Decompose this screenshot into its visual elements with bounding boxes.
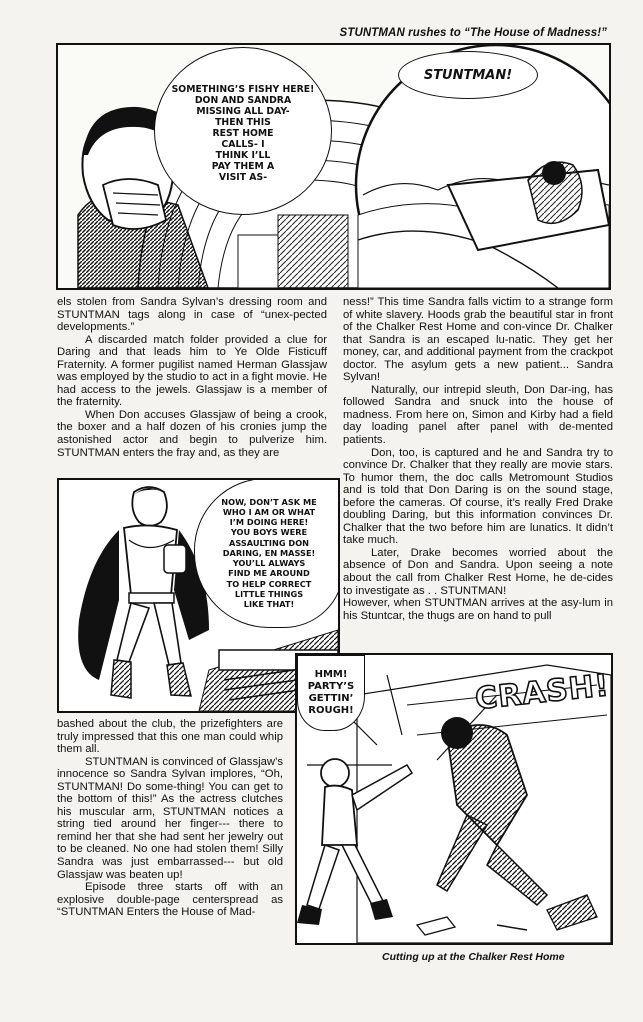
bubble-line: ROUGH! (308, 705, 354, 717)
text-column-left-bottom (57, 718, 283, 919)
text-column-right (343, 296, 613, 622)
bubble-line: YOU BOYS WERE (230, 527, 308, 538)
text-column-left-top (57, 296, 327, 459)
bubble-text: STUNTMAN! (423, 67, 513, 83)
bubble-line: THEN THIS (215, 116, 271, 128)
bubble-line: VISIT AS- (218, 171, 268, 183)
bubble-line: I’M DOING HERE! (229, 517, 309, 528)
paragraph: Later, Drake becomes worried about the absence of Don and Sandra. Upon seeing a note about the call from Chalker Rest Home, he de-cides to investigate as . . STUNTMAN! (343, 546, 613, 597)
paragraph: STUNTMAN is convinced of Glassjaw’s innocence so Sandra Sylvan implores, “Oh, STUNTMAN! Do some-thing! You can get to the bottom of this!” As the actress clutches his muscular arm, STUNTMAN notices a string tied around her finger--- there to remind her that she had sent her jewelry out to be cleaned. No one had stolen them! Silly Sandra was just embarrassed--- but old Glassjaw was beaten up! (57, 755, 283, 881)
sound-effect-crash: CRASH! (473, 668, 612, 717)
paragraph: Naturally, our intrepid sleuth, Don Dar-ing, has followed Sandra and snuck into the house of madness. From here on, Simon and Kirby had a field day loading panel after panel with de-mented patients. (343, 383, 613, 447)
paragraph: Don, too, is captured and he and Sandra try to convince Dr. Chalker that they really are movie stars. To humor them, the doc calls Metromount Studios and is told that Don Daring is on the sound stage, before the cameras. Of course, it’s really Fred Drake doubling Daring, but this information convinces Dr. Chalker that the two before him are lunatics. It didn’t take much. (343, 446, 613, 547)
speech-bubble-top-left (154, 47, 332, 215)
paragraph: Episode three starts off with an explosive double-page centerspread as “STUNTMAN Enters the House of Mad- (57, 881, 283, 919)
bubble-line: MISSING ALL DAY- (196, 105, 290, 117)
bubble-line: HMM! (314, 668, 348, 680)
bubble-line: ASSAULTING DON (228, 537, 310, 548)
page-header: STUNTMAN rushes to “The House of Madness!” (339, 27, 607, 39)
bubble-line: SOMETHING’S FISHY HERE! (171, 83, 315, 95)
paragraph: els stolen from Sandra Sylvan’s dressing room and STUNTMAN tags along in case of “unex-pected developments.” (57, 296, 327, 334)
comic-panel-bottom-right (295, 653, 613, 945)
bubble-line: NOW, DON’T ASK ME (221, 496, 317, 507)
paragraph: bashed about the club, the prizefighters are truly impressed that this one man could whip them all. (57, 718, 283, 756)
bubble-line: CALLS- I (221, 138, 265, 150)
bubble-line: PARTY’S (307, 680, 355, 692)
bubble-line: LITTLE THINGS (234, 588, 304, 599)
bubble-line: FIND ME AROUND (228, 568, 310, 579)
paragraph: A discarded match folder provided a clue for Daring and that leads him to Ye Olde Fisticuff Fraternity. A former pugilist named Herman Glassjaw was employed by the studio to act in a fight movie. He had access to the jewels. Glassjaw is a member of the fraternity. (57, 333, 328, 409)
paragraph: When Don accuses Glassjaw of being a crook, the boxer and a half dozen of his cronies jump the astonished actor and begin to pulverize him. STUNTMAN enters the fray and, as they are (57, 408, 327, 459)
image-caption: Cutting up at the Chalker Rest Home (382, 951, 565, 963)
paragraph: ness!” This time Sandra falls victim to a strange form of white slavery. Hoods grab the beautiful star in front of the Chalker Rest Home and con-vince Dr. Chalker that Sandra is an escaped lu-natic. They get her money, car, and additional payment from the crackpot doctor. The asylum gets a new patient... Sandra Sylvan! (343, 296, 613, 384)
bubble-line: GETTIN’ (308, 693, 354, 704)
bubble-line: REST HOME (212, 127, 274, 139)
bubble-line: DARING, EN MASSE! (222, 547, 316, 558)
bubble-line: WHO I AM OR WHAT (222, 507, 316, 518)
bubble-line: YOU’LL ALWAYS (232, 558, 306, 569)
bubble-line: TO HELP CORRECT (226, 578, 312, 589)
speech-bubble-hmm (297, 655, 365, 731)
bubble-line: DON AND SANDRA (194, 94, 292, 106)
paragraph: However, when STUNTMAN arrives at the asy-lum in his Stuntcar, the thugs are on hand to pull (343, 597, 613, 622)
bubble-line: LIKE THAT! (243, 598, 295, 609)
speech-bubble-middle (194, 478, 340, 628)
comic-panel-top (56, 43, 611, 290)
speech-bubble-stuntman (398, 51, 538, 99)
bubble-line: PAY THEM A (211, 160, 275, 172)
bubble-line: THINK I’LL (215, 149, 271, 161)
